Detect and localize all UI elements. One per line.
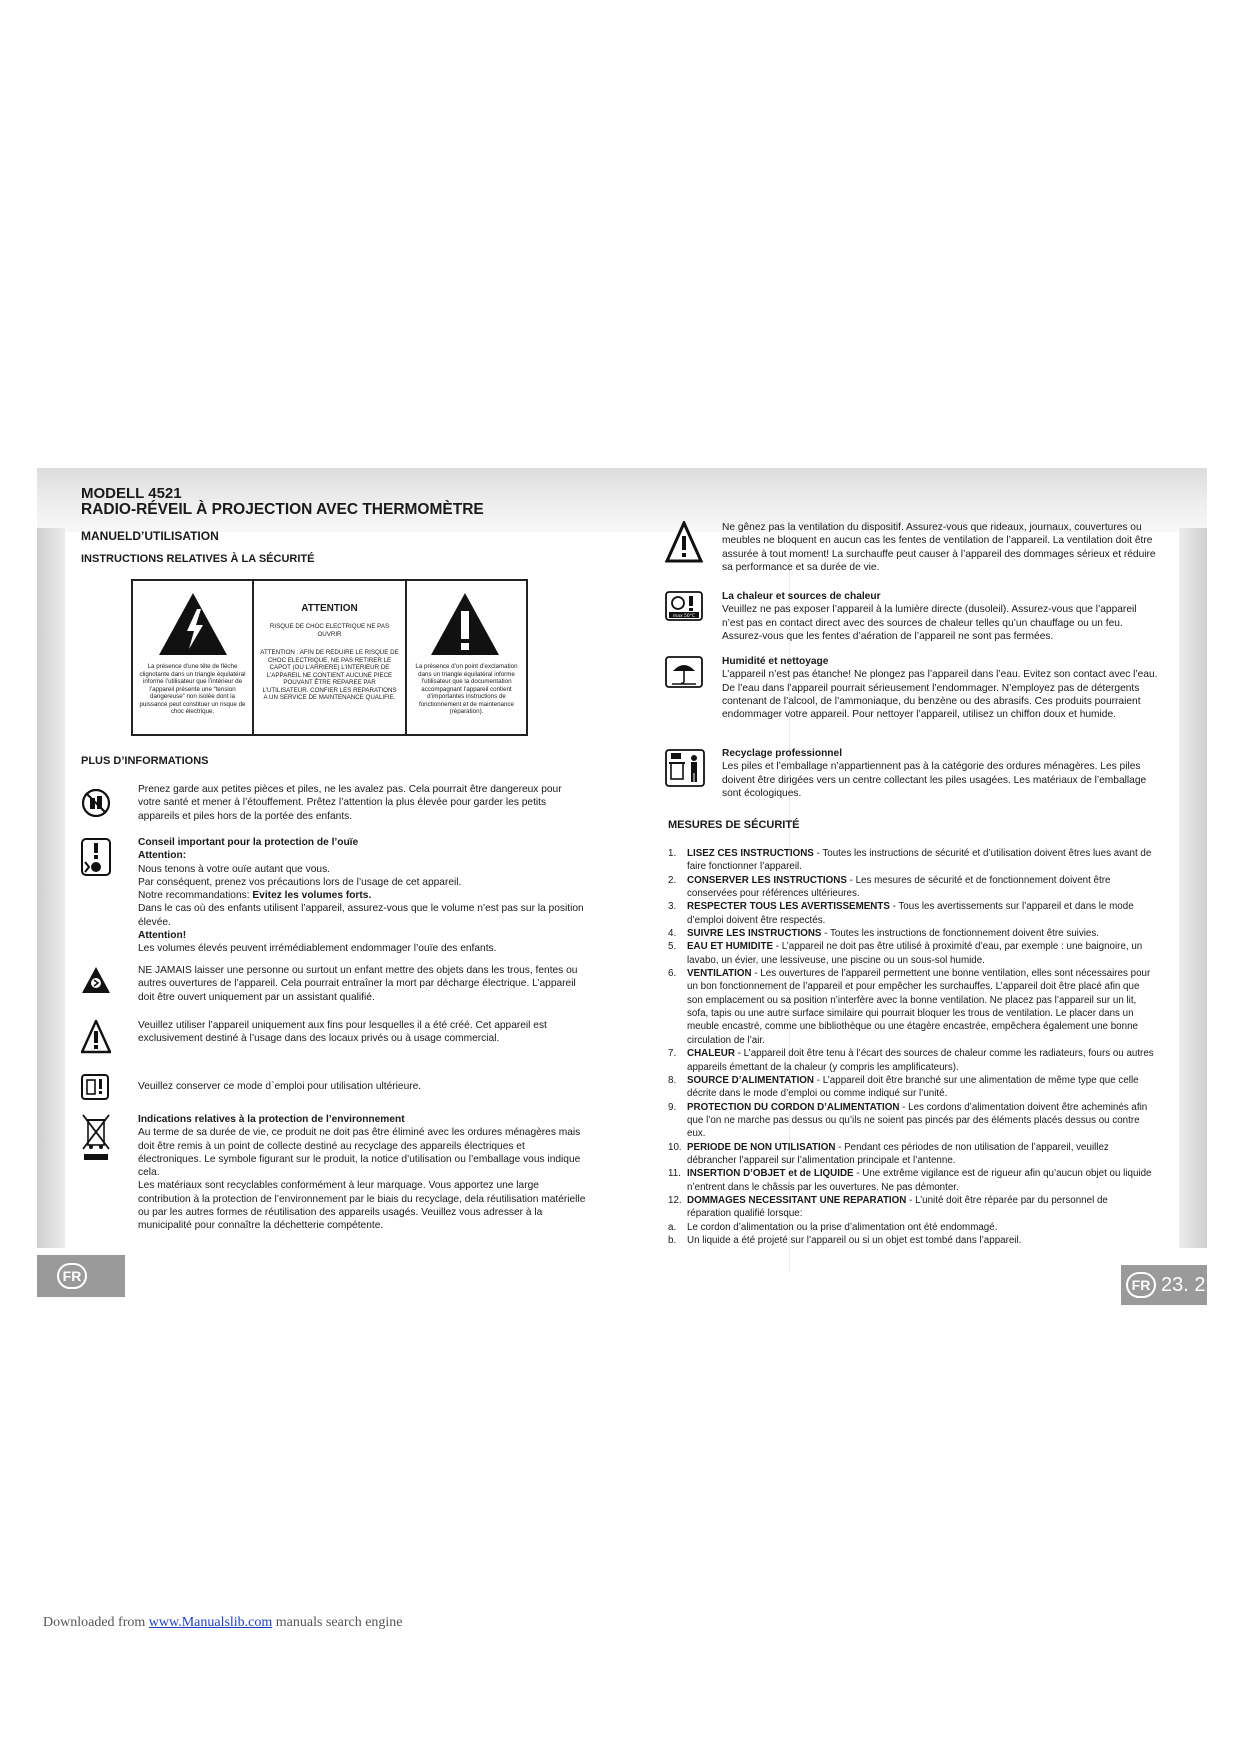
safety-measure-number: 6. xyxy=(668,968,677,980)
environment-paragraph-1: Au terme de sa durée de vie, ce produit ne doit pas être éliminé avec les ordures ménagères mais doit être remis à un point de collecte destiné au recyclage des appareils électriques et électroniques. Le symbole figurant sur le produit, la notice d’utilisation ou l’emballage vous indique cela. xyxy=(138,1127,581,1179)
safety-measure-item xyxy=(668,1074,1154,1101)
humidity-body: L’appareil n’est pas étanche! Ne plongez pas l’appareil dans l’eau. Evitez son contact avec l’eau. De l’eau dans l’appareil pourrait sérieusement l’endommager. N’employez pas de détergents contenant de l’alcool, de l’ammoniaque, du benzène ou des abrasifs. Ces produits pourraient endommager votre appareil. Pour nettoyer l’appareil, utilisez un chiffon doux et humide. xyxy=(722,669,1158,721)
safety-measure-item xyxy=(668,967,1154,1047)
choking-hazard-icon xyxy=(81,787,111,819)
safety-measure-number: 3. xyxy=(668,901,677,913)
safety-measure-number: 5. xyxy=(668,941,677,953)
safety-measure-text: Un liquide a été projeté sur l’appareil ou si un objet est tombé dans l’appareil. xyxy=(687,1234,1022,1246)
safety-measure-title: RESPECTER TOUS LES AVERTISSEMENTS xyxy=(687,901,890,913)
safety-measure-item xyxy=(668,900,1154,927)
ventilation-note: Ne gênez pas la ventilation du dispositif. Assurez-vous que rideaux, journaux, couvertures ou meubles ne bloquent en aucun cas les fentes de ventilation de l’appareil. La ventilation doit être assurée à tout moment! La surchauffe peut causer à l’appareil des dommages sérieux et réduire sa performance et sa durée de vie. xyxy=(722,522,1156,573)
heat-thermometer-icon xyxy=(665,591,703,621)
safety-measure-item xyxy=(668,1047,1154,1074)
safety-measure-item xyxy=(668,927,1154,940)
hearing-line-1: Nous tenons à votre ouïe autant que vous. xyxy=(138,863,330,875)
humidity-umbrella-icon xyxy=(665,656,703,688)
product-title: RADIO-RÉVEIL À PROJECTION AVEC THERMOMÈTRE xyxy=(81,501,484,518)
safety-measure-number: 7. xyxy=(668,1048,677,1060)
safety-measure-item xyxy=(668,1194,1154,1221)
safety-measure-text: - L’appareil doit être branché sur une alimentation de même type que celle décrite dans le mode d’emploi ou comme indiqué sur l’unité. xyxy=(687,1074,1139,1100)
safety-measure-number: b. xyxy=(668,1234,677,1246)
environment-title: Indications relatives à la protection de l’environnement xyxy=(138,1114,405,1125)
attention-cell-exclamation xyxy=(407,581,526,734)
safety-measure-number: a. xyxy=(668,1221,677,1233)
safety-measure-title: EAU ET HUMIDITE xyxy=(687,941,773,953)
safety-measure-title: CHALEUR xyxy=(687,1048,735,1060)
ventilation-warning-icon xyxy=(665,521,703,563)
safety-measure-text: - L’appareil ne doit pas être utilisé à proximité d’eau, par exemple : une baignoire, un lavabo, un évier, une lessiveuse, une piscine ou un sous-sol humide. xyxy=(687,941,1143,966)
right-margin-strip xyxy=(1179,528,1207,1248)
safety-measure-text: - Toutes les instructions de sécurité et d’utilisation doivent êtres lues avant de faire fonctionner l’appareil. xyxy=(687,848,1152,873)
hearing-line-2: Par conséquent, prenez vos précautions lors de l’usage de cet appareil. xyxy=(138,876,462,888)
recycling-body: Les piles et l’emballage n’appartiennent pas à la catégorie des ordures ménagères. Les piles doivent être dirigées vers un centre collectant les piles usagées. Les matériaux de l’emballage sont écologiques. xyxy=(722,761,1147,799)
safety-measure-number: 12. xyxy=(668,1194,682,1206)
exclamation-warning-icon xyxy=(429,591,501,657)
safety-measure-title: INSERTION D’OBJET et de LIQUIDE xyxy=(687,1168,854,1180)
humidity-block xyxy=(722,655,1160,721)
safety-measure-number: 8. xyxy=(668,1074,677,1086)
heat-body: Veuillez ne pas exposer l’appareil à la lumière directe (dusoleil). Assurez-vous que l’appareil n’est pas en contact direct avec des sources de chaleur telles qu’un chauffage ou un feu. Assurez-vous que les fentes d’aération de l’appareil ne sont pas fermées. xyxy=(722,604,1137,642)
hearing-recommendation-prefix: Notre recommandations: xyxy=(138,890,253,902)
right-language-tab xyxy=(1121,1265,1207,1305)
language-badge-right: FR xyxy=(1126,1272,1156,1298)
heat-icon-label: max 50°C xyxy=(672,614,696,619)
heat-block xyxy=(722,590,1160,643)
voltage-explanation: La présence d’une tête de flèche clignotante dans un triangle équilatéral informe l’utilisateur que l’intérieur de l’appareil présente une “tension dangereuse” non isolée dont la puissance peut constituer un risque de choc électrique. xyxy=(139,663,246,715)
safety-measure-number: 11. xyxy=(668,1168,681,1180)
safety-measures-list xyxy=(668,847,1154,1247)
lightning-warning-icon xyxy=(157,591,229,657)
safety-measure-item xyxy=(668,847,1154,874)
download-footer xyxy=(43,1615,403,1631)
safety-measure-item xyxy=(668,1234,1154,1247)
language-badge-left: FR xyxy=(57,1263,87,1289)
safety-measure-text: - L’unité doit être réparée par du personnel de réparation qualifié lorsque: xyxy=(687,1194,1108,1220)
humidity-title: Humidité et nettoyage xyxy=(722,656,829,667)
footer-suffix: manuals search engine xyxy=(272,1615,403,1630)
never-insert-warning: NE JAMAIS laisser une personne ou surtout un enfant mettre des objets dans les trous, fentes ou autres ouvertures de l’appareil. Cela pourrait entraîner la mort par décharge électrique. L’appareil doit être ouvert uniquement par un assistant qualifié. xyxy=(138,965,578,1003)
safety-measure-text: - Les mesures de sécurité et de fonctionnement doivent être conservées pour références ultérieures. xyxy=(687,874,1111,900)
safety-measure-text: - L’appareil doit être tenu à l’écart des sources de chaleur comme les radiateurs, fours ou autres appareils émettant de la chaleur (y compris les amplificateurs). xyxy=(687,1048,1154,1073)
safety-measure-number: 1. xyxy=(668,848,677,859)
hearing-protection-block xyxy=(138,836,586,956)
footer-prefix: Downloaded from xyxy=(43,1615,149,1630)
safety-measure-item xyxy=(668,1221,1154,1234)
recycling-block xyxy=(722,747,1160,800)
recycling-title: Recyclage professionnel xyxy=(722,748,843,759)
hearing-attention: Attention: xyxy=(138,850,187,862)
manualslib-link[interactable]: www.Manualslib.com xyxy=(148,1615,273,1630)
hearing-line-5: Les volumes élevés peuvent irrémédiablement endommager l’ouïe des enfants. xyxy=(138,943,497,955)
general-warning-icon xyxy=(81,1020,111,1054)
safety-measure-item xyxy=(668,1101,1154,1141)
safety-measure-text: - Tous les avertissements sur l’appareil et dans le mode d’emploi doivent être respectés. xyxy=(687,901,1134,926)
safety-measure-number: 9. xyxy=(668,1101,677,1113)
attention-risk: RISQUE DE CHOC ELECTRIQUE NE PAS OUVRIR xyxy=(269,623,390,638)
safety-measure-item xyxy=(668,874,1154,901)
hearing-line-3 xyxy=(138,889,586,902)
attention-title: ATTENTION xyxy=(301,603,358,614)
left-margin-strip xyxy=(37,528,65,1248)
safety-measure-title: LISEZ CES INSTRUCTIONS xyxy=(687,848,814,859)
safety-measure-text: - Les cordons d’alimentation doivent être acheminés afin que l’on ne marche pas dessus ou qu’ils ne soient pas pincés par des éléments placés dessus ou contre eux. xyxy=(687,1101,1148,1140)
safety-measure-number: 2. xyxy=(668,874,677,886)
safety-measure-text: Le cordon d’alimentation ou la prise d’alimentation ont été endommagé. xyxy=(687,1221,998,1233)
small-parts-warning: Prenez garde aux petites pièces et piles, ne les avalez pas. Cela pourrait être dangereux pour votre santé et mener à l’étouffement. Prêtez l’attention la plus élevée pour garder les petits appareils et piles hors de la portée des enfants. xyxy=(138,784,562,822)
safety-measure-item xyxy=(668,940,1154,967)
safety-heading: INSTRUCTIONS RELATIVES À LA SÉCURITÉ xyxy=(81,553,315,565)
safety-measure-item xyxy=(668,1141,1154,1168)
more-info-heading: PLUS D’INFORMATIONS xyxy=(81,755,209,767)
safety-measure-title: SUIVRE LES INSTRUCTIONS xyxy=(687,928,822,940)
safety-measure-title: SOURCE D’ALIMENTATION xyxy=(687,1074,814,1086)
hearing-protection-icon xyxy=(81,838,111,876)
exclamation-explanation: La présence d’un point d’exclamation dans un triangle équilatéral informe l’utilisateur que la documentation accompagnant l’appareil contient d’importantes instructions de fonctionnement et de maintenance (réparation). xyxy=(415,663,518,715)
attention-cell-voltage xyxy=(133,581,254,734)
keep-manual-note: Veuillez conserver ce mode d`emploi pour utilisation ultérieure. xyxy=(138,1081,422,1092)
hearing-attention-2: Attention! xyxy=(138,930,187,942)
safety-measure-title: CONSERVER LES INSTRUCTIONS xyxy=(687,874,847,886)
attention-table xyxy=(131,579,528,736)
safety-measure-item xyxy=(668,1167,1154,1194)
safety-measure-title: VENTILATION xyxy=(687,968,752,980)
safety-measure-text: - Une extrême vigilance est de rigueur afin qu’aucun objet ou liquide n’entrent dans le châssis par les ouvertures. Ne pas démonter. xyxy=(687,1168,1152,1193)
safety-measure-number: 10. xyxy=(668,1141,682,1153)
environment-block xyxy=(138,1113,586,1233)
model-number: MODELL 4521 xyxy=(81,485,182,502)
electric-shock-icon xyxy=(81,966,111,994)
safety-measure-number: 4. xyxy=(668,928,677,940)
safety-measure-title: PERIODE DE NON UTILISATION xyxy=(687,1141,836,1153)
intended-use-note: Veuillez utiliser l’appareil uniquement aux fins pour lesquelles il a été créé. Cet appareil est exclusivement destiné à l’usage dans des locaux privés ou à usage commercial. xyxy=(138,1020,547,1045)
heat-title: La chaleur et sources de chaleur xyxy=(722,591,881,602)
safety-measure-text: - Les ouvertures de l’appareil permettent une bonne ventilation, elles sont nécessaires pour un bon fonctionnement de l’appareil et pour empêcher les surchauffes. L’appareil doit être placé afin que son emplacement ou sa position n’interfère avec la bonne ventilation. Ne placez pas l’appareil sur un lit, sofa, tapis ou une autre surface similaire qui pourrait bloquer les trous de ventilation. Le placer dans un meuble encastré, comme une bibliothèque ou une étagère encastrée, empêchera également une bonne circulation de l’air. xyxy=(687,968,1151,1046)
weee-bin-icon xyxy=(81,1113,111,1163)
safety-measure-text: - Pendant ces périodes de non utilisation de l’appareil, veuillez débrancher l’appareil sur l’alimentation principale et l’antenne. xyxy=(687,1141,1109,1166)
safety-measure-text: - Toutes les instructions de fonctionnement doivent être suivies. xyxy=(821,928,1099,940)
safety-measure-title: PROTECTION DU CORDON D’ALIMENTATION xyxy=(687,1101,900,1113)
attention-cell-center xyxy=(254,581,407,734)
page-number: 23. 2 xyxy=(1161,1274,1206,1296)
hearing-line-4: Dans le cas où des enfants utilisent l’appareil, assurez-vous que le volume n’est pas sur la position élevée. xyxy=(138,903,584,928)
safety-measures-heading: MESURES DE SÉCURITÉ xyxy=(668,819,800,831)
hearing-title: Conseil important pour la protection de l’ouïe xyxy=(138,837,359,848)
attention-body: ATTENTION : AFIN DE REDUIRE LE RISQUE DE CHOC ELECTRIQUE, NE PAS RETIRER LE CAPOT (OU L’ARRIERE) L’INTERIEUR DE L’APPAREIL NE CONTIENT AUCUNE PIECE POUVANT ÊTRE REPAREE PAR L’UTILISATEUR. CONFIER LES REPARATIONS A UN SERVICE DE MAINTENANCE QUALIFIE. xyxy=(260,649,399,701)
hearing-recommendation: Evitez les volumes forts. xyxy=(252,890,372,902)
manual-book-icon xyxy=(81,1074,109,1100)
safety-measure-title: DOMMAGES NECESSITANT UNE REPARATION xyxy=(687,1194,907,1206)
manual-heading: MANUELD’UTILISATION xyxy=(81,529,219,543)
left-language-tab xyxy=(37,1255,125,1297)
environment-paragraph-2: Les matériaux sont recyclables conformément à leur marquage. Vous apportez une large contribution à la protection de l’environnement par le biais du recyclage, dela réutilisation matérielle ou par les autres formes de réutilisation des appareils usagés. Veuillez vous adresser à la municipalité pour connaître la déchetterie compétente. xyxy=(138,1180,586,1232)
recycling-person-icon xyxy=(665,749,705,787)
